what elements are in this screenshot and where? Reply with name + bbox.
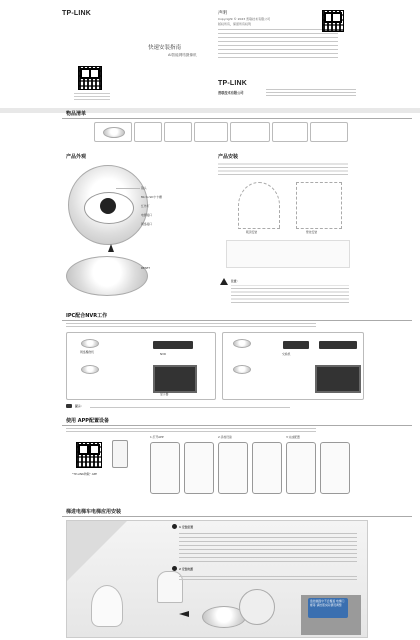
- app-scan-label: "TP-LINK物联" APP: [72, 472, 97, 476]
- statement-heading: 声明: [218, 11, 227, 16]
- elevator-step-1: 1 安装位置: [179, 525, 194, 529]
- qr-caption: [74, 92, 110, 100]
- label-wall: 壁挂安装: [306, 230, 318, 234]
- section-app: 使用 APP配置设备: [66, 418, 109, 424]
- elevator-step-2: 2 安装电源: [179, 567, 194, 571]
- elevator-bubble: 监控画面中不会覆盖 电梯门框等 请按照实际情况调整: [308, 598, 348, 618]
- install-note: 注意：: [231, 279, 240, 283]
- item-camera: [94, 122, 132, 142]
- lens-icon: [100, 198, 116, 214]
- app-step-2: 2 添加设备: [218, 435, 232, 439]
- item-guide: [230, 122, 270, 142]
- label-monitor-1: 显示器: [160, 392, 169, 396]
- app-screen-2: [184, 442, 214, 494]
- item-adapter: [272, 122, 308, 142]
- statement-qr-code: [322, 10, 344, 32]
- company-name: 普联技术有限公司: [218, 91, 244, 95]
- app-screen-5: [286, 442, 316, 494]
- divider-elevator: [62, 516, 412, 517]
- install-ceiling-diagram: [238, 182, 280, 229]
- section-contents: 物品清单: [66, 111, 87, 117]
- nvr-diagram-2: [222, 332, 364, 400]
- statement-text: [218, 28, 338, 58]
- item-sticker: [164, 122, 192, 142]
- app-intro: [66, 428, 316, 432]
- phone-icon: [112, 440, 128, 468]
- section-install: 产品安装: [218, 154, 239, 160]
- label-lens: 镜头: [141, 186, 147, 190]
- elevator-step-2-text: [179, 574, 357, 580]
- brand-logo-2: TP-LINK: [218, 80, 248, 87]
- statement-rights: 版权所有，保留所有权利: [218, 22, 252, 26]
- cover-title: 快速安装指南: [148, 45, 182, 51]
- divider-nvr: [62, 320, 412, 321]
- item-cable: [134, 122, 162, 142]
- section-appearance: 产品外观: [66, 154, 87, 160]
- app-qr-code: [76, 442, 102, 468]
- band-contents: [0, 108, 420, 113]
- item-screws: [194, 122, 228, 142]
- divider-contents: [62, 118, 412, 119]
- camera-bottom-view: [66, 256, 148, 296]
- section-nvr: IPC配合NVR工作: [66, 313, 108, 319]
- label-switch: 交换机: [282, 352, 291, 356]
- app-screen-4: [252, 442, 282, 494]
- step-2-marker: [172, 566, 177, 571]
- label-ceiling: 吸顶安装: [246, 230, 258, 234]
- label-nvr-1: NVR: [160, 352, 166, 356]
- install-note-text: [231, 285, 349, 303]
- nvr-tip-text: [90, 405, 290, 408]
- cover-subtitle: AI智能网络摄像机: [168, 53, 197, 57]
- app-screen-6: [320, 442, 350, 494]
- qr-code: [78, 66, 102, 90]
- statement-copyright: Copyright © 2023 普联技术有限公司: [218, 17, 271, 21]
- nvr-intro: [66, 323, 316, 327]
- label-power: 电源接口: [141, 213, 153, 217]
- label-ir: 红外灯: [141, 204, 150, 208]
- tip-icon: [66, 404, 72, 408]
- step-1-marker: [172, 524, 177, 529]
- install-steps: [226, 240, 350, 268]
- elevator-step-1-text: [179, 532, 357, 562]
- arrow-up-icon: [108, 244, 114, 252]
- section-elevator: 梯进电梯车电梯应用安装: [66, 509, 122, 515]
- label-reset: RESET: [141, 266, 150, 270]
- warning-icon: [220, 278, 228, 285]
- install-wall-diagram: [296, 182, 342, 229]
- nvr-diagram-1: [66, 332, 216, 400]
- install-text: [218, 161, 348, 175]
- app-step-3: 3 完成配置: [286, 435, 300, 439]
- brand-logo: TP-LINK: [62, 10, 92, 17]
- item-card: [310, 122, 348, 142]
- nvr-tip: 提示：: [75, 404, 84, 408]
- company-info: [266, 88, 356, 96]
- label-mic-slot: Micro SD卡卡槽: [141, 195, 162, 199]
- label-ipc-1: 网络摄像机: [80, 350, 94, 354]
- divider-app: [62, 425, 412, 426]
- app-screen-1: [150, 442, 180, 494]
- app-screen-3: [218, 442, 248, 494]
- label-network: 网络接口: [141, 222, 153, 226]
- app-step-1: 1 打开APP: [150, 435, 164, 439]
- leader-1: [116, 188, 140, 189]
